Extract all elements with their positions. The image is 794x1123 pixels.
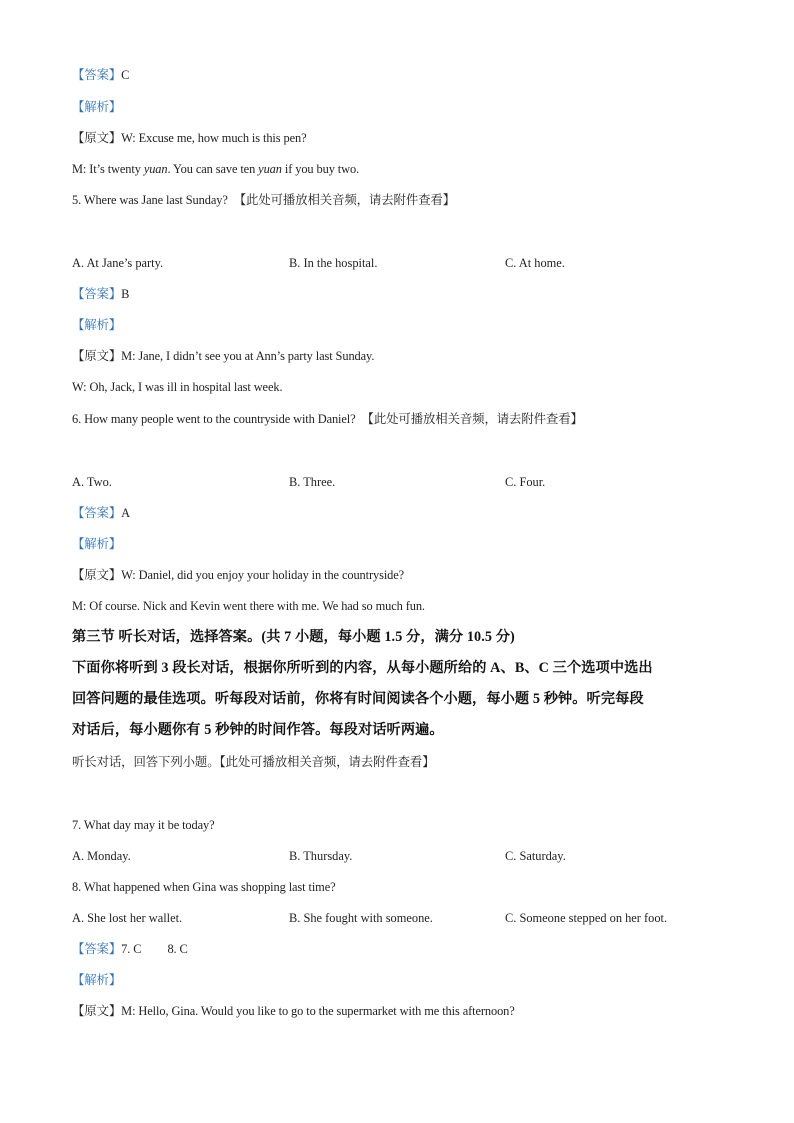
transcript-line: W: Oh, Jack, I was ill in hospital last week. bbox=[72, 380, 283, 394]
transcript-line bbox=[72, 1003, 515, 1019]
answer-value: 8. C bbox=[167, 942, 188, 956]
transcript-line bbox=[72, 567, 404, 583]
section-instruction: 回答问题的最佳选项。听每段对话前，你将有时间阅读各个小题，每小题 5 秒钟。听完每段 bbox=[72, 691, 644, 707]
analysis-tag: 【解析】 bbox=[72, 100, 122, 114]
question-7: 7. What day may it be today? bbox=[72, 818, 215, 832]
answer-line bbox=[72, 505, 130, 521]
option-c[interactable]: C. Four. bbox=[505, 475, 546, 489]
transcript-text: if you buy two. bbox=[281, 162, 360, 176]
answer-value: C bbox=[121, 68, 130, 82]
option-a[interactable]: A. At Jane’s party. bbox=[72, 256, 164, 270]
answer-tag: 【答案】 bbox=[72, 506, 122, 520]
answer-line bbox=[72, 286, 129, 302]
transcript-text: yuan bbox=[143, 162, 168, 176]
analysis-tag: 【解析】 bbox=[72, 973, 122, 987]
option-b[interactable]: B. In the hospital. bbox=[289, 256, 378, 270]
section-instruction: 对话后，每小题你有 5 秒钟的时间作答。每段对话听两遍。 bbox=[72, 722, 444, 738]
section-instruction: 下面你将听到 3 段长对话，根据你所听到的内容，从每小题所给的 A、B、C 三个选项中选出 bbox=[72, 660, 653, 676]
question-5 bbox=[72, 192, 455, 208]
analysis-tag: 【解析】 bbox=[72, 537, 122, 551]
question-6 bbox=[72, 411, 583, 427]
answer-tag: 【答案】 bbox=[72, 68, 122, 82]
option-a[interactable]: A. Monday. bbox=[72, 849, 131, 863]
answer-tag: 【答案】 bbox=[72, 287, 122, 301]
option-c[interactable]: C. Saturday. bbox=[505, 849, 566, 863]
option-a[interactable]: A. She lost her wallet. bbox=[72, 911, 183, 925]
section-heading: 第三节 听长对话，选择答案。(共 7 小题，每小题 1.5 分，满分 10.5 分) bbox=[72, 629, 515, 645]
transcript-text: W: Daniel, did you enjoy your holiday in the countryside? bbox=[121, 568, 405, 582]
transcript-text: M: It’s twenty bbox=[72, 162, 144, 176]
answer-line bbox=[72, 941, 188, 957]
answer-value: 7. C bbox=[121, 942, 142, 956]
option-b[interactable]: B. Three. bbox=[289, 475, 336, 489]
transcript-tag: 【原文】 bbox=[72, 349, 122, 363]
option-b[interactable]: B. Thursday. bbox=[289, 849, 353, 863]
transcript-text: . You can save ten bbox=[167, 162, 259, 176]
option-b[interactable]: B. She fought with someone. bbox=[289, 911, 433, 925]
option-c[interactable]: C. Someone stepped on her foot. bbox=[505, 911, 668, 925]
audio-link[interactable]: 【此处可播放相关音频，请去附件查看】 bbox=[361, 412, 583, 426]
question-8: 8. What happened when Gina was shopping last time? bbox=[72, 880, 336, 894]
transcript-text: M: Jane, I didn’t see you at Ann’s party last Sunday. bbox=[121, 349, 375, 363]
option-a[interactable]: A. Two. bbox=[72, 475, 112, 489]
transcript-line: M: Of course. Nick and Kevin went there with me. We had so much fun. bbox=[72, 599, 425, 613]
transcript-line bbox=[72, 161, 359, 177]
transcript-tag: 【原文】 bbox=[72, 1004, 122, 1018]
listen-instruction[interactable]: 听长对话，回答下列小题。【此处可播放相关音频，请去附件查看】 bbox=[72, 755, 435, 769]
audio-link[interactable]: 【此处可播放相关音频，请去附件查看】 bbox=[233, 193, 455, 207]
transcript-tag: 【原文】 bbox=[72, 568, 122, 582]
transcript-text: W: Excuse me, how much is this pen? bbox=[121, 131, 307, 145]
transcript-line bbox=[72, 348, 374, 364]
answer-tag: 【答案】 bbox=[72, 942, 122, 956]
answer-value: B bbox=[121, 287, 130, 301]
transcript-text: M: Hello, Gina. Would you like to go to the supermarket with me this afternoon? bbox=[121, 1004, 515, 1018]
answer-line bbox=[72, 67, 129, 83]
analysis-tag: 【解析】 bbox=[72, 318, 122, 332]
question-text: 6. How many people went to the countryside with Daniel? bbox=[72, 412, 356, 426]
answer-value: A bbox=[121, 506, 131, 520]
option-c[interactable]: C. At home. bbox=[505, 256, 565, 270]
transcript-text: yuan bbox=[258, 162, 282, 176]
question-text: 5. Where was Jane last Sunday? bbox=[72, 193, 228, 207]
transcript-tag: 【原文】 bbox=[72, 131, 122, 145]
transcript-line bbox=[72, 130, 306, 146]
